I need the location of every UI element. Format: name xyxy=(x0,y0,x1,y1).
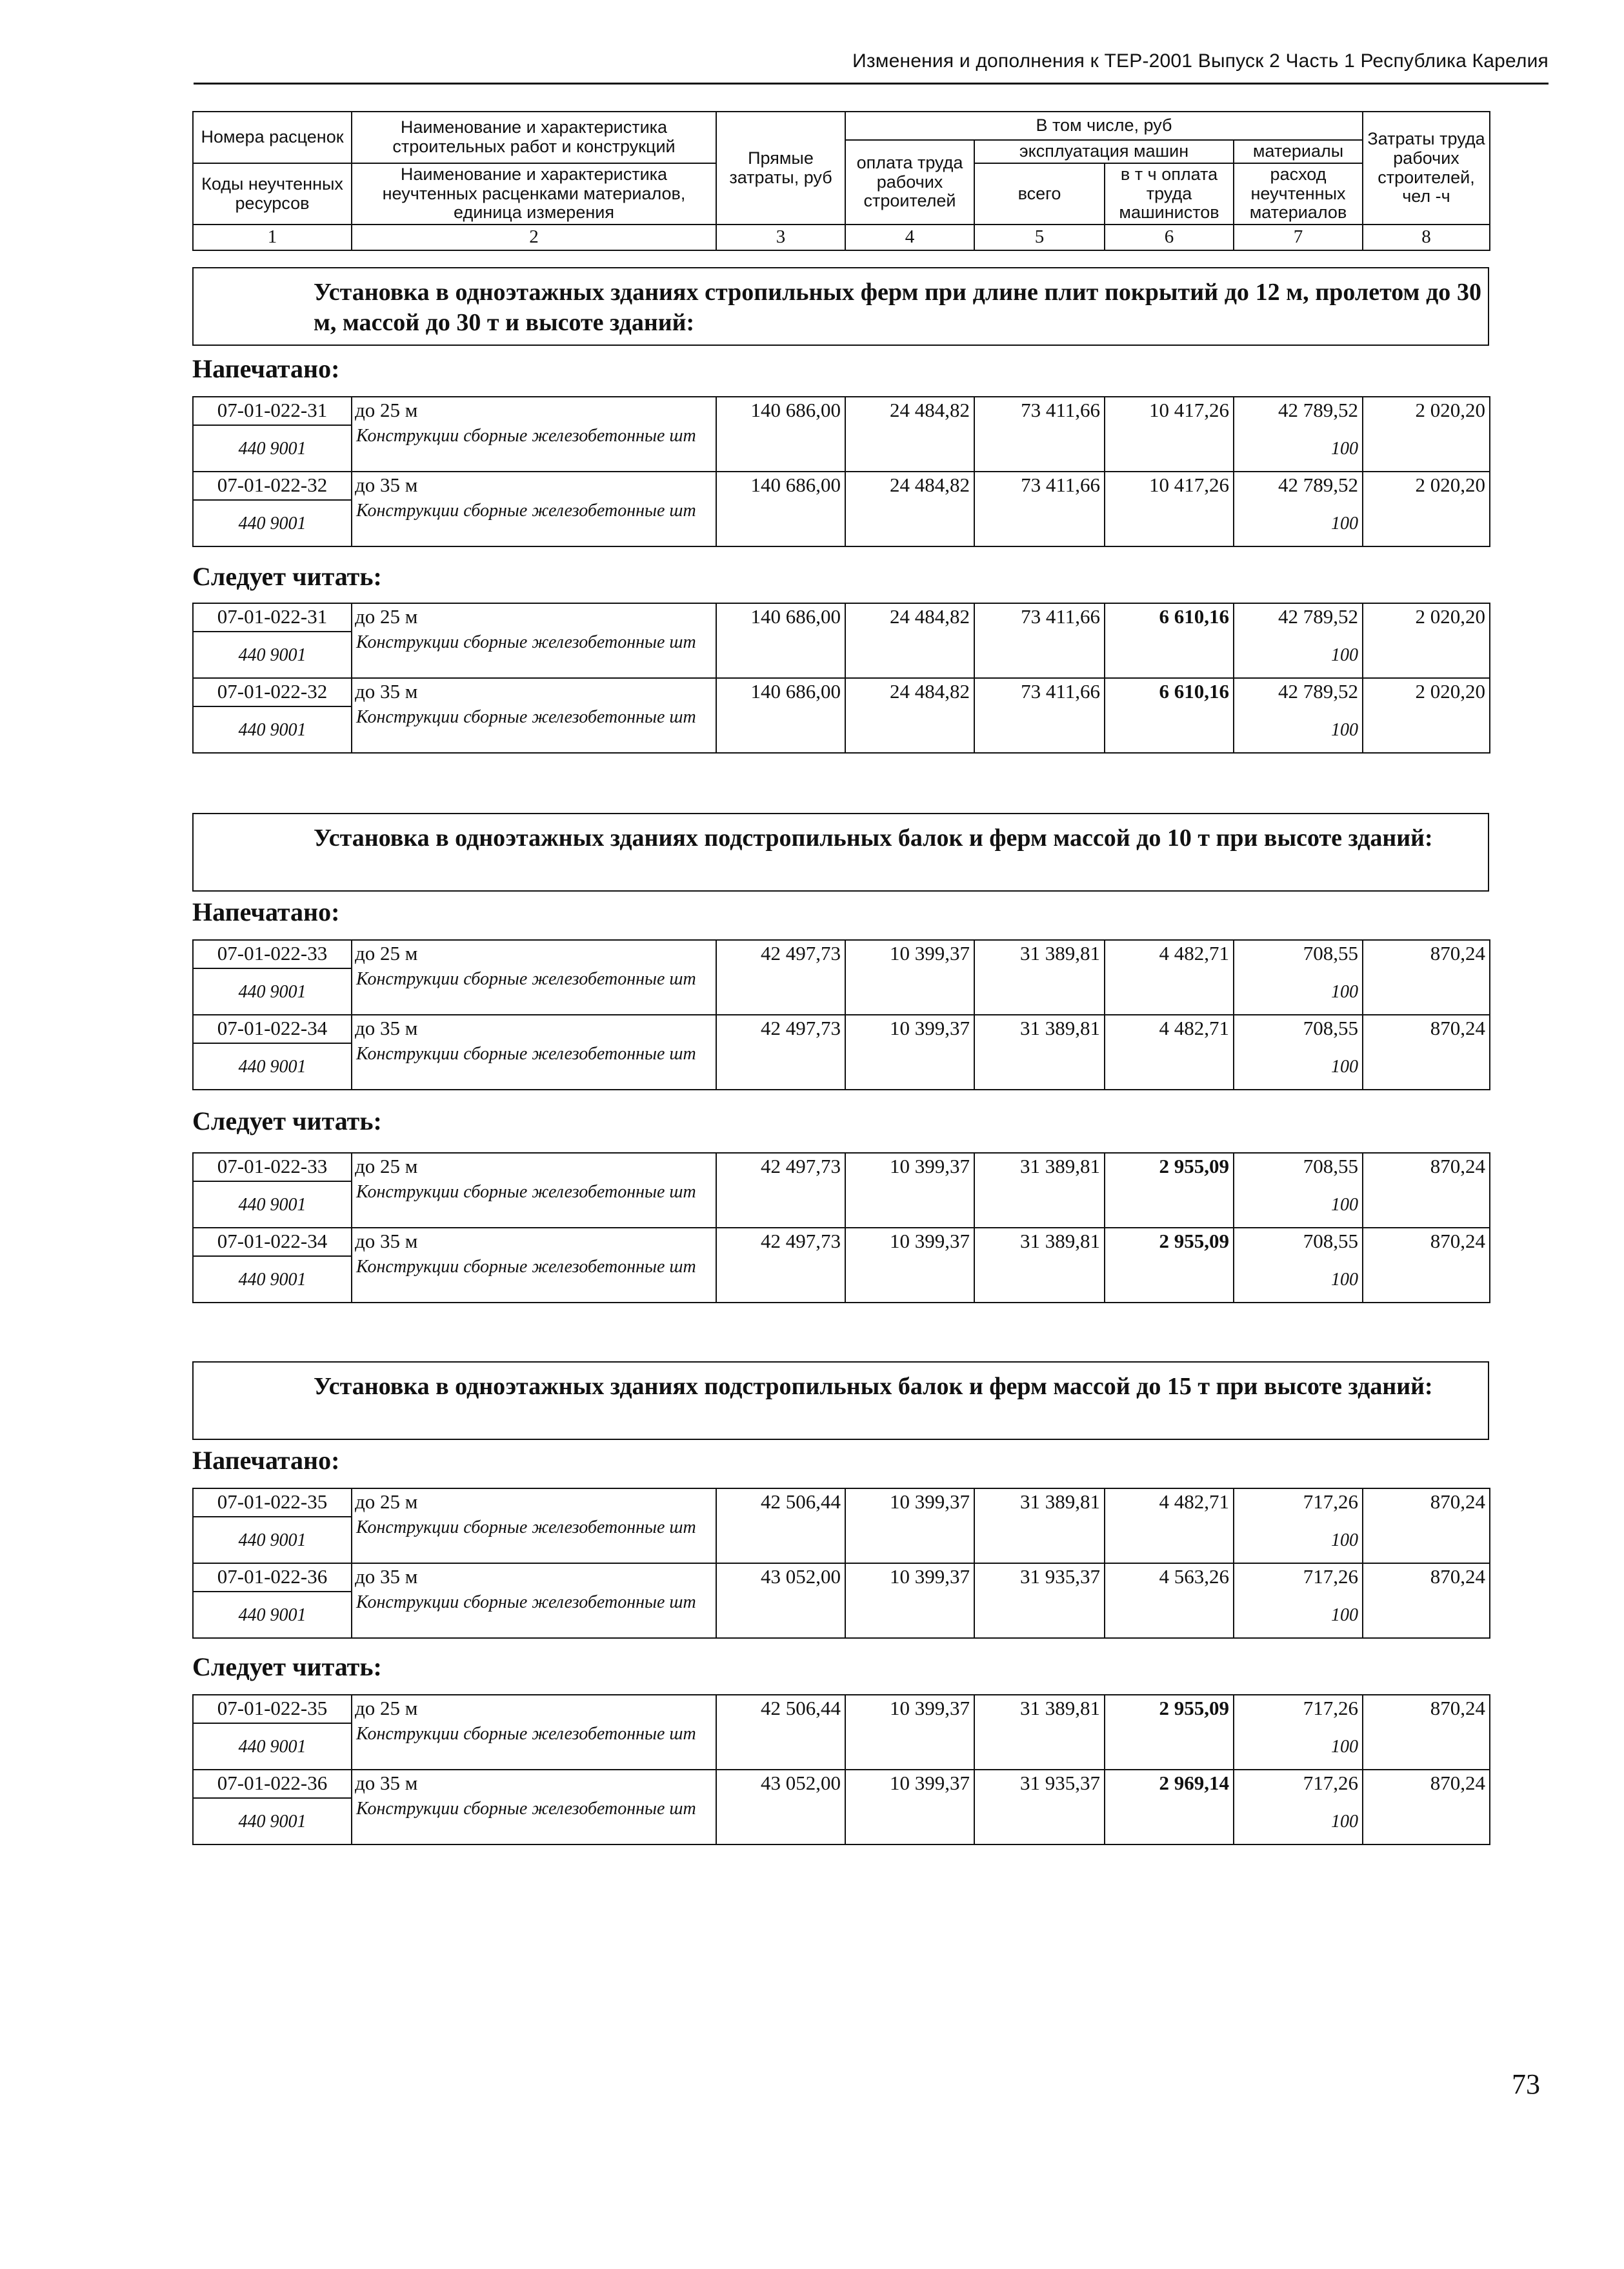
column-number: 2 xyxy=(352,225,716,250)
table-row xyxy=(193,1228,1490,1256)
work-name: до 35 м xyxy=(352,1228,716,1256)
table-row xyxy=(193,1563,1490,1592)
work-name: до 25 м xyxy=(352,940,716,968)
table-row xyxy=(193,1488,1490,1517)
material-name: Конструкции сборные железобетонные шт xyxy=(352,1592,716,1638)
machines-total: 73 411,66 xyxy=(974,678,1105,753)
materials-cost: 708,55 xyxy=(1234,1153,1363,1181)
machines-total: 31 389,81 xyxy=(974,1015,1105,1090)
material-quantity: 100 xyxy=(1234,500,1363,546)
material-name: Конструкции сборные железобетонные шт xyxy=(352,968,716,1015)
header-machines: эксплуатация машин xyxy=(974,140,1234,163)
material-quantity: 100 xyxy=(1234,1181,1363,1228)
worker-pay: 10 399,37 xyxy=(845,1770,974,1844)
section-title: Установка в одноэтажных зданиях подстропильных балок и ферм массой до 10 т при высоте зданий: xyxy=(192,813,1489,892)
worker-pay: 24 484,82 xyxy=(845,397,974,472)
machines-total: 31 389,81 xyxy=(974,1228,1105,1303)
direct-costs: 42 497,73 xyxy=(716,1228,845,1303)
column-number-row xyxy=(193,225,1490,250)
section-title: Установка в одноэтажных зданиях стропильных ферм при длине плит покрытий до 12 м, пролетом до 30 м, массой до 30 т и высоте зданий: xyxy=(192,267,1489,346)
rate-code: 07-01-022-31 xyxy=(193,603,352,632)
work-name: до 35 м xyxy=(352,1563,716,1592)
worker-pay: 10 399,37 xyxy=(845,1228,974,1303)
section-title: Установка в одноэтажных зданиях подстропильных балок и ферм массой до 15 т при высоте зданий: xyxy=(192,1361,1489,1440)
operator-pay: 4 482,71 xyxy=(1105,1488,1234,1563)
machines-total: 73 411,66 xyxy=(974,397,1105,472)
materials-cost: 717,26 xyxy=(1234,1563,1363,1592)
header-rate-numbers: Номера расценок xyxy=(193,112,352,163)
header-material-name: Наименование и характеристика неучтенных расценками материалов, единица измерения xyxy=(352,163,716,225)
table-row xyxy=(193,1770,1490,1798)
work-name: до 25 м xyxy=(352,397,716,425)
column-number: 5 xyxy=(974,225,1105,250)
materials-cost: 717,26 xyxy=(1234,1488,1363,1517)
header-including: В том числе, руб xyxy=(845,112,1363,140)
labor-hours: 870,24 xyxy=(1363,1228,1490,1303)
resource-code: 440 9001 xyxy=(193,425,352,472)
operator-pay: 2 955,09 xyxy=(1105,1153,1234,1228)
table-row xyxy=(193,1153,1490,1181)
rate-code: 07-01-022-33 xyxy=(193,940,352,968)
materials-cost: 42 789,52 xyxy=(1234,397,1363,425)
material-quantity: 100 xyxy=(1234,968,1363,1015)
material-name: Конструкции сборные железобетонные шт xyxy=(352,632,716,678)
header-labor-hours: Затраты труда рабочих строителей, чел -ч xyxy=(1363,112,1490,225)
material-quantity: 100 xyxy=(1234,632,1363,678)
direct-costs: 140 686,00 xyxy=(716,397,845,472)
column-number: 4 xyxy=(845,225,974,250)
header-materials: материалы xyxy=(1234,140,1363,163)
labor-hours: 2 020,20 xyxy=(1363,472,1490,546)
material-name: Конструкции сборные железобетонные шт xyxy=(352,1181,716,1228)
worker-pay: 10 399,37 xyxy=(845,1563,974,1638)
running-header: Изменения и дополнения к ТЕР-2001 Выпуск 2 Часть 1 Республика Карелия xyxy=(852,50,1549,72)
labor-hours: 870,24 xyxy=(1363,1563,1490,1638)
resource-code: 440 9001 xyxy=(193,1517,352,1563)
work-name: до 25 м xyxy=(352,603,716,632)
materials-cost: 42 789,52 xyxy=(1234,603,1363,632)
table-row xyxy=(193,603,1490,632)
should-read-label: Следует читать: xyxy=(192,1652,382,1681)
material-name: Конструкции сборные железобетонные шт xyxy=(352,1517,716,1563)
direct-costs: 43 052,00 xyxy=(716,1770,845,1844)
machines-total: 31 389,81 xyxy=(974,1488,1105,1563)
column-header-table xyxy=(192,111,1490,251)
resource-code: 440 9001 xyxy=(193,1723,352,1770)
rate-code: 07-01-022-34 xyxy=(193,1228,352,1256)
page-number: 73 xyxy=(1512,2068,1540,2100)
rate-code: 07-01-022-36 xyxy=(193,1770,352,1798)
printed-label: Напечатано: xyxy=(192,897,340,926)
material-name: Конструкции сборные железобетонные шт xyxy=(352,706,716,753)
materials-cost: 42 789,52 xyxy=(1234,472,1363,500)
operator-pay: 10 417,26 xyxy=(1105,472,1234,546)
should-read-label: Следует читать: xyxy=(192,1106,382,1135)
should-read-label: Следует читать: xyxy=(192,562,382,591)
table-row xyxy=(193,397,1490,425)
header-operator-pay: в т ч оплата труда машинистов xyxy=(1105,163,1234,225)
direct-costs: 43 052,00 xyxy=(716,1563,845,1638)
labor-hours: 2 020,20 xyxy=(1363,603,1490,678)
worker-pay: 24 484,82 xyxy=(845,472,974,546)
resource-code: 440 9001 xyxy=(193,1592,352,1638)
column-number: 7 xyxy=(1234,225,1363,250)
work-name: до 35 м xyxy=(352,1770,716,1798)
material-quantity: 100 xyxy=(1234,1517,1363,1563)
worker-pay: 10 399,37 xyxy=(845,1153,974,1228)
printed-table xyxy=(192,1488,1490,1639)
operator-pay: 10 417,26 xyxy=(1105,397,1234,472)
rate-code: 07-01-022-34 xyxy=(193,1015,352,1043)
worker-pay: 24 484,82 xyxy=(845,603,974,678)
direct-costs: 42 506,44 xyxy=(716,1488,845,1563)
operator-pay: 4 482,71 xyxy=(1105,940,1234,1015)
resource-code: 440 9001 xyxy=(193,706,352,753)
machines-total: 31 389,81 xyxy=(974,940,1105,1015)
table-row xyxy=(193,678,1490,706)
operator-pay: 2 955,09 xyxy=(1105,1695,1234,1770)
material-name: Конструкции сборные железобетонные шт xyxy=(352,1798,716,1844)
labor-hours: 2 020,20 xyxy=(1363,678,1490,753)
worker-pay: 10 399,37 xyxy=(845,1488,974,1563)
materials-cost: 717,26 xyxy=(1234,1770,1363,1798)
worker-pay: 10 399,37 xyxy=(845,940,974,1015)
column-number: 1 xyxy=(193,225,352,250)
machines-total: 73 411,66 xyxy=(974,603,1105,678)
direct-costs: 42 497,73 xyxy=(716,1015,845,1090)
table-row xyxy=(193,472,1490,500)
work-name: до 25 м xyxy=(352,1695,716,1723)
printed-label: Напечатано: xyxy=(192,1446,340,1475)
machines-total: 31 389,81 xyxy=(974,1153,1105,1228)
direct-costs: 42 497,73 xyxy=(716,940,845,1015)
operator-pay: 6 610,16 xyxy=(1105,678,1234,753)
labor-hours: 870,24 xyxy=(1363,1770,1490,1844)
rate-code: 07-01-022-35 xyxy=(193,1695,352,1723)
table-row xyxy=(193,1695,1490,1723)
column-number: 8 xyxy=(1363,225,1490,250)
printed-table xyxy=(192,939,1490,1090)
operator-pay: 6 610,16 xyxy=(1105,603,1234,678)
rate-code: 07-01-022-36 xyxy=(193,1563,352,1592)
resource-code: 440 9001 xyxy=(193,1256,352,1303)
operator-pay: 2 955,09 xyxy=(1105,1228,1234,1303)
work-name: до 35 м xyxy=(352,472,716,500)
material-quantity: 100 xyxy=(1234,706,1363,753)
worker-pay: 10 399,37 xyxy=(845,1695,974,1770)
material-name: Конструкции сборные железобетонные шт xyxy=(352,1043,716,1090)
header-direct-costs: Прямые затраты, руб xyxy=(716,112,845,225)
labor-hours: 2 020,20 xyxy=(1363,397,1490,472)
work-name: до 25 м xyxy=(352,1488,716,1517)
resource-code: 440 9001 xyxy=(193,1798,352,1844)
header-work-name: Наименование и характеристика строительных работ и конструкций xyxy=(352,112,716,163)
material-quantity: 100 xyxy=(1234,425,1363,472)
column-number: 6 xyxy=(1105,225,1234,250)
machines-total: 31 389,81 xyxy=(974,1695,1105,1770)
material-quantity: 100 xyxy=(1234,1592,1363,1638)
operator-pay: 4 563,26 xyxy=(1105,1563,1234,1638)
machines-total: 31 935,37 xyxy=(974,1770,1105,1844)
direct-costs: 140 686,00 xyxy=(716,678,845,753)
header-material-consumption: расход неучтенных материалов xyxy=(1234,163,1363,225)
corrected-table xyxy=(192,603,1490,754)
printed-table xyxy=(192,396,1490,547)
material-name: Конструкции сборные железобетонные шт xyxy=(352,500,716,546)
work-name: до 35 м xyxy=(352,1015,716,1043)
labor-hours: 870,24 xyxy=(1363,1015,1490,1090)
table-row xyxy=(193,1015,1490,1043)
labor-hours: 870,24 xyxy=(1363,940,1490,1015)
rate-code: 07-01-022-35 xyxy=(193,1488,352,1517)
labor-hours: 870,24 xyxy=(1363,1153,1490,1228)
header-resource-codes: Коды неучтенных ресурсов xyxy=(193,163,352,225)
direct-costs: 42 497,73 xyxy=(716,1153,845,1228)
material-quantity: 100 xyxy=(1234,1256,1363,1303)
rate-code: 07-01-022-33 xyxy=(193,1153,352,1181)
rate-code: 07-01-022-32 xyxy=(193,472,352,500)
direct-costs: 140 686,00 xyxy=(716,603,845,678)
corrected-table xyxy=(192,1694,1490,1845)
column-number: 3 xyxy=(716,225,845,250)
header-machines-total: всего xyxy=(974,163,1105,225)
material-name: Конструкции сборные железобетонные шт xyxy=(352,1723,716,1770)
table-row xyxy=(193,940,1490,968)
materials-cost: 708,55 xyxy=(1234,1015,1363,1043)
resource-code: 440 9001 xyxy=(193,500,352,546)
work-name: до 25 м xyxy=(352,1153,716,1181)
work-name: до 35 м xyxy=(352,678,716,706)
materials-cost: 708,55 xyxy=(1234,940,1363,968)
corrected-table xyxy=(192,1152,1490,1303)
resource-code: 440 9001 xyxy=(193,632,352,678)
operator-pay: 4 482,71 xyxy=(1105,1015,1234,1090)
header-worker-pay: оплата труда рабочих строителей xyxy=(845,140,974,225)
material-quantity: 100 xyxy=(1234,1043,1363,1090)
resource-code: 440 9001 xyxy=(193,968,352,1015)
material-name: Конструкции сборные железобетонные шт xyxy=(352,425,716,472)
direct-costs: 42 506,44 xyxy=(716,1695,845,1770)
printed-label: Напечатано: xyxy=(192,354,340,383)
materials-cost: 708,55 xyxy=(1234,1228,1363,1256)
header-rule xyxy=(194,83,1549,85)
machines-total: 31 935,37 xyxy=(974,1563,1105,1638)
rate-code: 07-01-022-32 xyxy=(193,678,352,706)
operator-pay: 2 969,14 xyxy=(1105,1770,1234,1844)
material-quantity: 100 xyxy=(1234,1723,1363,1770)
material-name: Конструкции сборные железобетонные шт xyxy=(352,1256,716,1303)
machines-total: 73 411,66 xyxy=(974,472,1105,546)
worker-pay: 24 484,82 xyxy=(845,678,974,753)
worker-pay: 10 399,37 xyxy=(845,1015,974,1090)
labor-hours: 870,24 xyxy=(1363,1488,1490,1563)
resource-code: 440 9001 xyxy=(193,1043,352,1090)
direct-costs: 140 686,00 xyxy=(716,472,845,546)
resource-code: 440 9001 xyxy=(193,1181,352,1228)
rate-code: 07-01-022-31 xyxy=(193,397,352,425)
labor-hours: 870,24 xyxy=(1363,1695,1490,1770)
materials-cost: 42 789,52 xyxy=(1234,678,1363,706)
materials-cost: 717,26 xyxy=(1234,1695,1363,1723)
material-quantity: 100 xyxy=(1234,1798,1363,1844)
